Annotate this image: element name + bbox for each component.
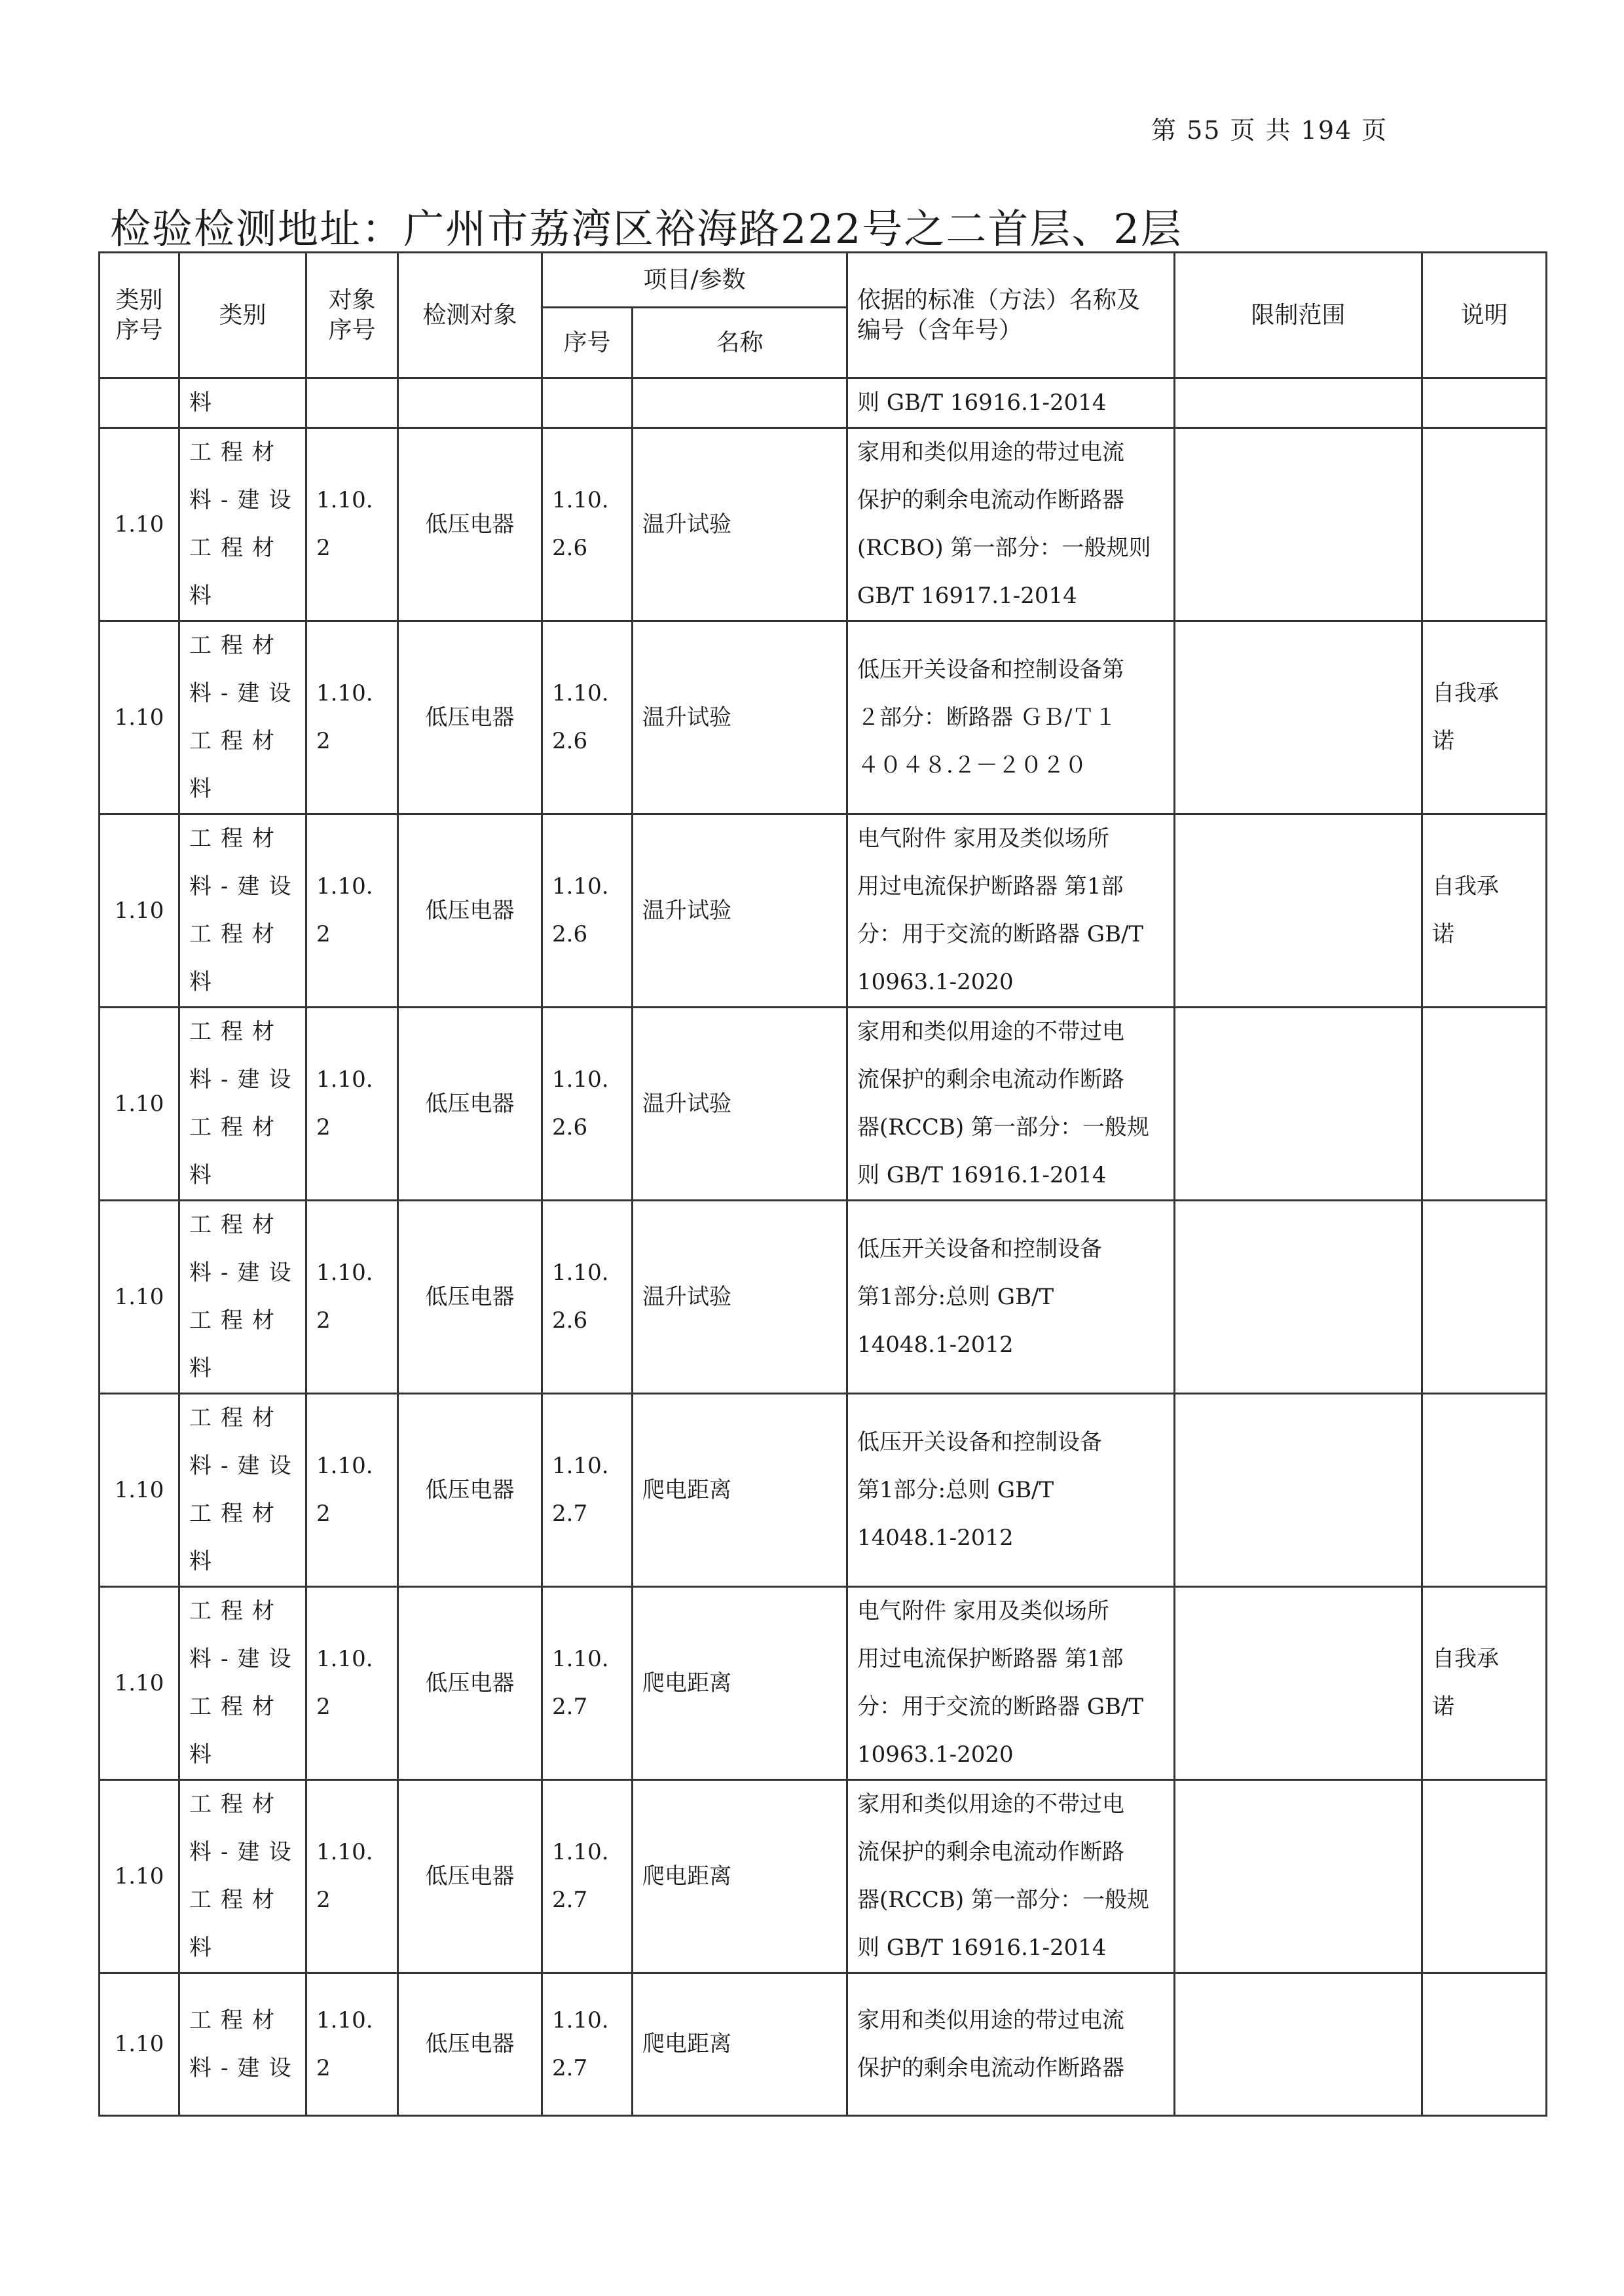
cell-cat-no: 1.10 bbox=[100, 428, 179, 621]
table-row bbox=[100, 1008, 1547, 1201]
cell-note bbox=[1422, 1973, 1547, 2116]
cell-item-name: 温升试验 bbox=[633, 621, 847, 814]
cell-object: 低压电器 bbox=[398, 1201, 542, 1394]
scope-table bbox=[98, 251, 1547, 2117]
cell-limit bbox=[1175, 1973, 1422, 2116]
cell-obj-no: 1.10. 2 bbox=[306, 1201, 398, 1394]
table-row bbox=[100, 1973, 1547, 2116]
cell-item-no: 1.10. 2.7 bbox=[542, 1780, 633, 1973]
cell-cat-no bbox=[100, 378, 179, 428]
cell-cat-no: 1.10 bbox=[100, 1780, 179, 1973]
cell-standard: 家用和类似用途的带过电流 保护的剩余电流动作断路器 bbox=[847, 1973, 1175, 2116]
page-number: 第 55 页 共 194 页 bbox=[1151, 116, 1388, 145]
header-category: 类别 bbox=[179, 253, 306, 378]
header-note: 说明 bbox=[1422, 253, 1547, 378]
cell-note bbox=[1422, 428, 1547, 621]
cell-note bbox=[1422, 378, 1547, 428]
cell-item-no: 1.10. 2.7 bbox=[542, 1587, 633, 1780]
cell-item-name: 温升试验 bbox=[633, 814, 847, 1008]
cell-obj-no: 1.10. 2 bbox=[306, 1394, 398, 1587]
cell-standard: 电气附件 家用及类似场所 用过电流保护断路器 第1部 分：用于交流的断路器 GB/T 10963.1-2020 bbox=[847, 814, 1175, 1008]
cell-note bbox=[1422, 1008, 1547, 1201]
cell-item-name: 爬电距离 bbox=[633, 1973, 847, 2116]
cell-item-no: 1.10. 2.6 bbox=[542, 1008, 633, 1201]
table-row bbox=[100, 621, 1547, 814]
cell-item-name: 温升试验 bbox=[633, 1201, 847, 1394]
cell-note: 自我承 诺 bbox=[1422, 814, 1547, 1008]
cell-obj-no: 1.10. 2 bbox=[306, 1008, 398, 1201]
table-row bbox=[100, 1201, 1547, 1394]
cell-object: 低压电器 bbox=[398, 814, 542, 1008]
cell-item-no: 1.10. 2.6 bbox=[542, 1201, 633, 1394]
cell-object bbox=[398, 378, 542, 428]
header-cat-no: 类别 序号 bbox=[100, 253, 179, 378]
cell-item-name: 温升试验 bbox=[633, 1008, 847, 1201]
header-obj-no: 对象 序号 bbox=[306, 253, 398, 378]
cell-item-name: 爬电距离 bbox=[633, 1394, 847, 1587]
cell-limit bbox=[1175, 814, 1422, 1008]
cell-note bbox=[1422, 1201, 1547, 1394]
cell-limit bbox=[1175, 1201, 1422, 1394]
cell-cat-no: 1.10 bbox=[100, 1008, 179, 1201]
cell-note bbox=[1422, 1394, 1547, 1587]
cell-standard: 电气附件 家用及类似场所 用过电流保护断路器 第1部 分：用于交流的断路器 GB/T 10963.1-2020 bbox=[847, 1587, 1175, 1780]
cell-limit bbox=[1175, 428, 1422, 621]
cell-standard: 家用和类似用途的不带过电 流保护的剩余电流动作断路 器(RCCB) 第一部分：一般规 则 GB/T 16916.1-2014 bbox=[847, 1008, 1175, 1201]
cell-item-no: 1.10. 2.7 bbox=[542, 1394, 633, 1587]
table-header bbox=[100, 253, 1547, 378]
table-row bbox=[100, 814, 1547, 1008]
cell-cat-no: 1.10 bbox=[100, 1394, 179, 1587]
cell-obj-no: 1.10. 2 bbox=[306, 621, 398, 814]
cell-object: 低压电器 bbox=[398, 1973, 542, 2116]
cell-obj-no: 1.10. 2 bbox=[306, 428, 398, 621]
cell-item-no: 1.10. 2.6 bbox=[542, 621, 633, 814]
cell-cat-no: 1.10 bbox=[100, 621, 179, 814]
cell-category: 料 bbox=[179, 378, 306, 428]
header-item-no: 序号 bbox=[542, 308, 633, 378]
cell-note: 自我承 诺 bbox=[1422, 1587, 1547, 1780]
cell-category: 工程材 料-建设 工程材 料 bbox=[179, 1780, 306, 1973]
cell-note bbox=[1422, 1780, 1547, 1973]
cell-object: 低压电器 bbox=[398, 621, 542, 814]
table-row bbox=[100, 1587, 1547, 1780]
cell-item-no: 1.10. 2.6 bbox=[542, 428, 633, 621]
cell-standard: 低压开关设备和控制设备 第1部分:总则 GB/T 14048.1-2012 bbox=[847, 1201, 1175, 1394]
cell-object: 低压电器 bbox=[398, 1394, 542, 1587]
cell-category: 工程材 料-建设 工程材 料 bbox=[179, 1394, 306, 1587]
page-title: 检验检测地址：广州市荔湾区裕海路222号之二首层、2层 bbox=[110, 205, 1183, 253]
cell-obj-no: 1.10. 2 bbox=[306, 1780, 398, 1973]
cell-obj-no: 1.10. 2 bbox=[306, 1973, 398, 2116]
cell-category: 工程材 料-建设 工程材 料 bbox=[179, 1008, 306, 1201]
cell-item-no bbox=[542, 378, 633, 428]
cell-limit bbox=[1175, 1008, 1422, 1201]
cell-limit bbox=[1175, 378, 1422, 428]
cell-category: 工程材 料-建设 工程材 料 bbox=[179, 621, 306, 814]
cell-item-name: 温升试验 bbox=[633, 428, 847, 621]
cell-category: 工程材 料-建设 工程材 料 bbox=[179, 1587, 306, 1780]
cell-cat-no: 1.10 bbox=[100, 1201, 179, 1394]
cell-item-no: 1.10. 2.7 bbox=[542, 1973, 633, 2116]
cell-object: 低压电器 bbox=[398, 1780, 542, 1973]
cell-obj-no: 1.10. 2 bbox=[306, 814, 398, 1008]
cell-standard: 低压开关设备和控制设备 第1部分:总则 GB/T 14048.1-2012 bbox=[847, 1394, 1175, 1587]
cell-category: 工程材 料-建设 工程材 料 bbox=[179, 1201, 306, 1394]
cell-cat-no: 1.10 bbox=[100, 1973, 179, 2116]
header-item-name: 名称 bbox=[633, 308, 847, 378]
cell-obj-no bbox=[306, 378, 398, 428]
cell-limit bbox=[1175, 1394, 1422, 1587]
table-body bbox=[100, 378, 1547, 2116]
cell-cat-no: 1.10 bbox=[100, 1587, 179, 1780]
header-item-group: 项目/参数 bbox=[542, 253, 847, 308]
cell-limit bbox=[1175, 621, 1422, 814]
table-row bbox=[100, 1394, 1547, 1587]
cell-standard: 家用和类似用途的不带过电 流保护的剩余电流动作断路 器(RCCB) 第一部分：一般规 则 GB/T 16916.1-2014 bbox=[847, 1780, 1175, 1973]
cell-item-name: 爬电距离 bbox=[633, 1780, 847, 1973]
cell-cat-no: 1.10 bbox=[100, 814, 179, 1008]
header-object: 检测对象 bbox=[398, 253, 542, 378]
table-row bbox=[100, 428, 1547, 621]
cell-standard: 则 GB/T 16916.1-2014 bbox=[847, 378, 1175, 428]
cell-category: 工程材 料-建设 工程材 料 bbox=[179, 814, 306, 1008]
table-row bbox=[100, 1780, 1547, 1973]
cell-object: 低压电器 bbox=[398, 428, 542, 621]
cell-object: 低压电器 bbox=[398, 1008, 542, 1201]
cell-object: 低压电器 bbox=[398, 1587, 542, 1780]
cell-category: 工程材 料-建设 工程材 料 bbox=[179, 428, 306, 621]
cell-item-name bbox=[633, 378, 847, 428]
cell-category: 工程材 料-建设 bbox=[179, 1973, 306, 2116]
table-row bbox=[100, 378, 1547, 428]
cell-limit bbox=[1175, 1587, 1422, 1780]
header-limit: 限制范围 bbox=[1175, 253, 1422, 378]
cell-standard: 低压开关设备和控制设备第 ２部分：断路器 ＧＢ/Ｔ１ ４０４８.２－２０２０ bbox=[847, 621, 1175, 814]
cell-limit bbox=[1175, 1780, 1422, 1973]
cell-note: 自我承 诺 bbox=[1422, 621, 1547, 814]
header-standard: 依据的标准（方法）名称及 编号（含年号） bbox=[847, 253, 1175, 378]
cell-standard: 家用和类似用途的带过电流 保护的剩余电流动作断路器 (RCBO) 第一部分：一般规则 GB/T 16917.1-2014 bbox=[847, 428, 1175, 621]
cell-obj-no: 1.10. 2 bbox=[306, 1587, 398, 1780]
cell-item-name: 爬电距离 bbox=[633, 1587, 847, 1780]
cell-item-no: 1.10. 2.6 bbox=[542, 814, 633, 1008]
